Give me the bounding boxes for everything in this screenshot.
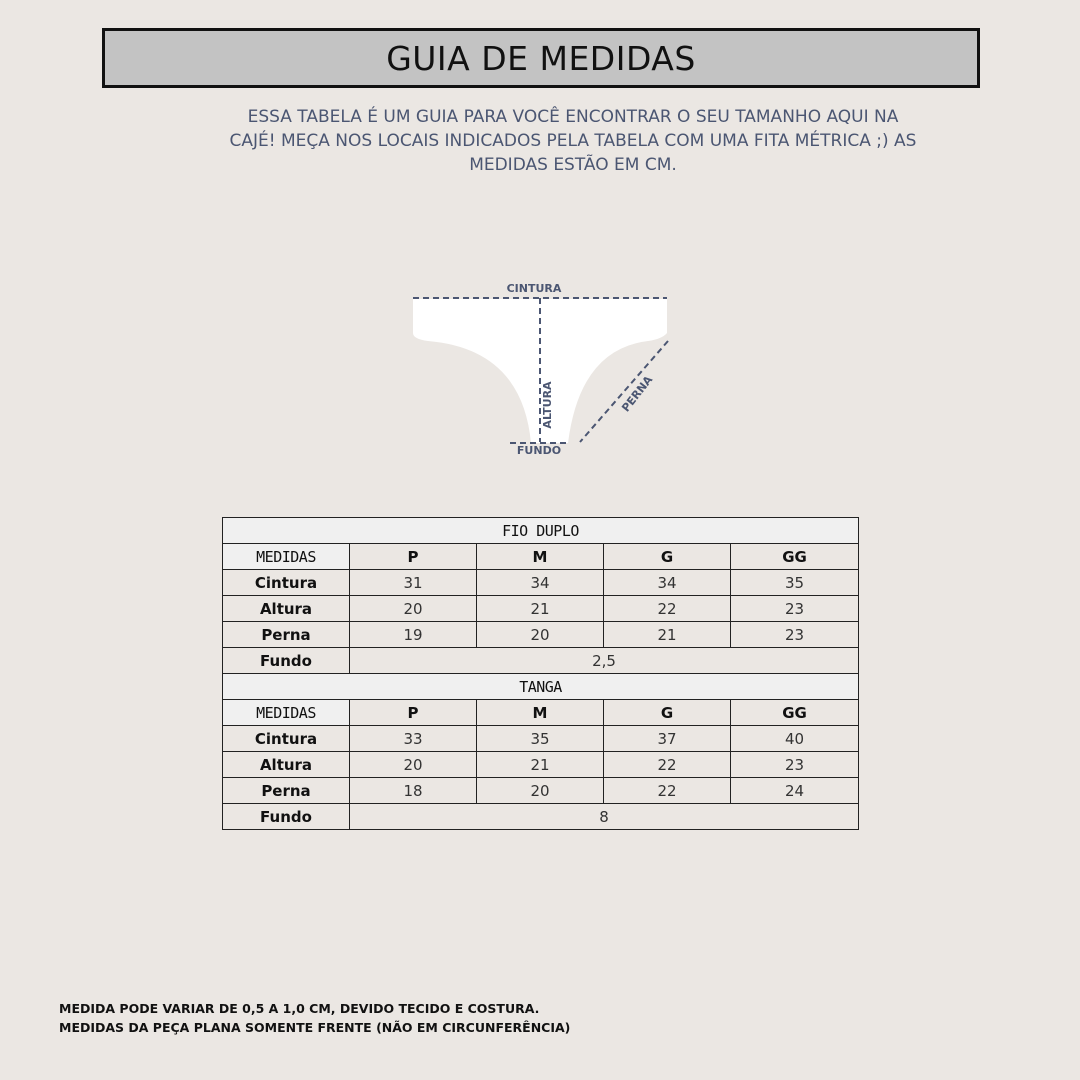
table-cell: 33 — [350, 726, 477, 752]
page-title: GUIA DE MEDIDAS — [386, 38, 696, 78]
header-cell: MEDIDAS — [223, 700, 350, 726]
table-header-row — [223, 544, 859, 570]
header-cell: GG — [731, 700, 859, 726]
table-row — [223, 596, 859, 622]
intro-line-3: MEDIDAS ESTÃO EM CM. — [469, 155, 677, 175]
table-section-row — [223, 518, 859, 544]
table-cell: 35 — [477, 726, 604, 752]
table-cell: 24 — [731, 778, 859, 804]
row-label: Altura — [223, 752, 350, 778]
table-row — [223, 570, 859, 596]
footer-notes — [59, 999, 570, 1037]
row-label: Perna — [223, 622, 350, 648]
table-cell: 20 — [350, 752, 477, 778]
table-cell: 20 — [350, 596, 477, 622]
underwear-diagram-svg — [400, 275, 690, 465]
table-cell: 21 — [604, 622, 731, 648]
table-row — [223, 778, 859, 804]
footer-line-2: MEDIDAS DA PEÇA PLANA SOMENTE FRENTE (NÃO EM CIRCUNFERÊNCIA) — [59, 1020, 571, 1035]
row-label: Cintura — [223, 726, 350, 752]
intro-line-2: CAJÉ! MEÇA NOS LOCAIS INDICADOS PELA TABELA COM UMA FITA MÉTRICA ;) AS — [229, 131, 917, 151]
header-cell: M — [477, 544, 604, 570]
table-cell: 37 — [604, 726, 731, 752]
table-cell: 35 — [731, 570, 859, 596]
section-title-fio-duplo: FIO DUPLO — [223, 518, 859, 544]
table-row — [223, 726, 859, 752]
table-cell: 2,5 — [350, 648, 859, 674]
table-section-row — [223, 674, 859, 700]
table-header-row — [223, 700, 859, 726]
label-perna: PERNA — [619, 373, 656, 415]
section-title-tanga: TANGA — [223, 674, 859, 700]
table-cell: 23 — [731, 596, 859, 622]
intro-text — [220, 105, 926, 177]
intro-line-1: ESSA TABELA É UM GUIA PARA VOCÊ ENCONTRAR O SEU TAMANHO AQUI NA — [247, 107, 899, 127]
table-cell: 20 — [477, 622, 604, 648]
table-row — [223, 648, 859, 674]
label-altura: ALTURA — [541, 381, 554, 429]
table-cell: 18 — [350, 778, 477, 804]
table-cell: 23 — [731, 752, 859, 778]
label-cintura: CINTURA — [506, 282, 562, 295]
table-cell: 21 — [477, 752, 604, 778]
size-table — [222, 517, 858, 830]
table-cell: 40 — [731, 726, 859, 752]
table-row — [223, 622, 859, 648]
table-cell: 22 — [604, 778, 731, 804]
table-cell: 22 — [604, 596, 731, 622]
header-cell: MEDIDAS — [223, 544, 350, 570]
title-banner — [102, 28, 980, 88]
table-cell: 8 — [350, 804, 859, 830]
row-label: Perna — [223, 778, 350, 804]
header-cell: P — [350, 700, 477, 726]
table-cell: 34 — [604, 570, 731, 596]
table-cell: 31 — [350, 570, 477, 596]
row-label: Fundo — [223, 804, 350, 830]
label-fundo: FUNDO — [516, 444, 562, 457]
row-label: Fundo — [223, 648, 350, 674]
table-cell: 19 — [350, 622, 477, 648]
table-cell: 20 — [477, 778, 604, 804]
header-cell: G — [604, 700, 731, 726]
header-cell: GG — [731, 544, 859, 570]
table-cell: 23 — [731, 622, 859, 648]
table-cell: 22 — [604, 752, 731, 778]
table-row — [223, 752, 859, 778]
row-label: Altura — [223, 596, 350, 622]
header-cell: M — [477, 700, 604, 726]
footer-line-1: MEDIDA PODE VARIAR DE 0,5 A 1,0 CM, DEVIDO TECIDO E COSTURA. — [59, 1001, 540, 1016]
table-cell: 21 — [477, 596, 604, 622]
table-cell: 34 — [477, 570, 604, 596]
measurements-table — [222, 517, 859, 830]
header-cell: G — [604, 544, 731, 570]
measurement-diagram — [400, 275, 690, 465]
row-label: Cintura — [223, 570, 350, 596]
header-cell: P — [350, 544, 477, 570]
table-row — [223, 804, 859, 830]
